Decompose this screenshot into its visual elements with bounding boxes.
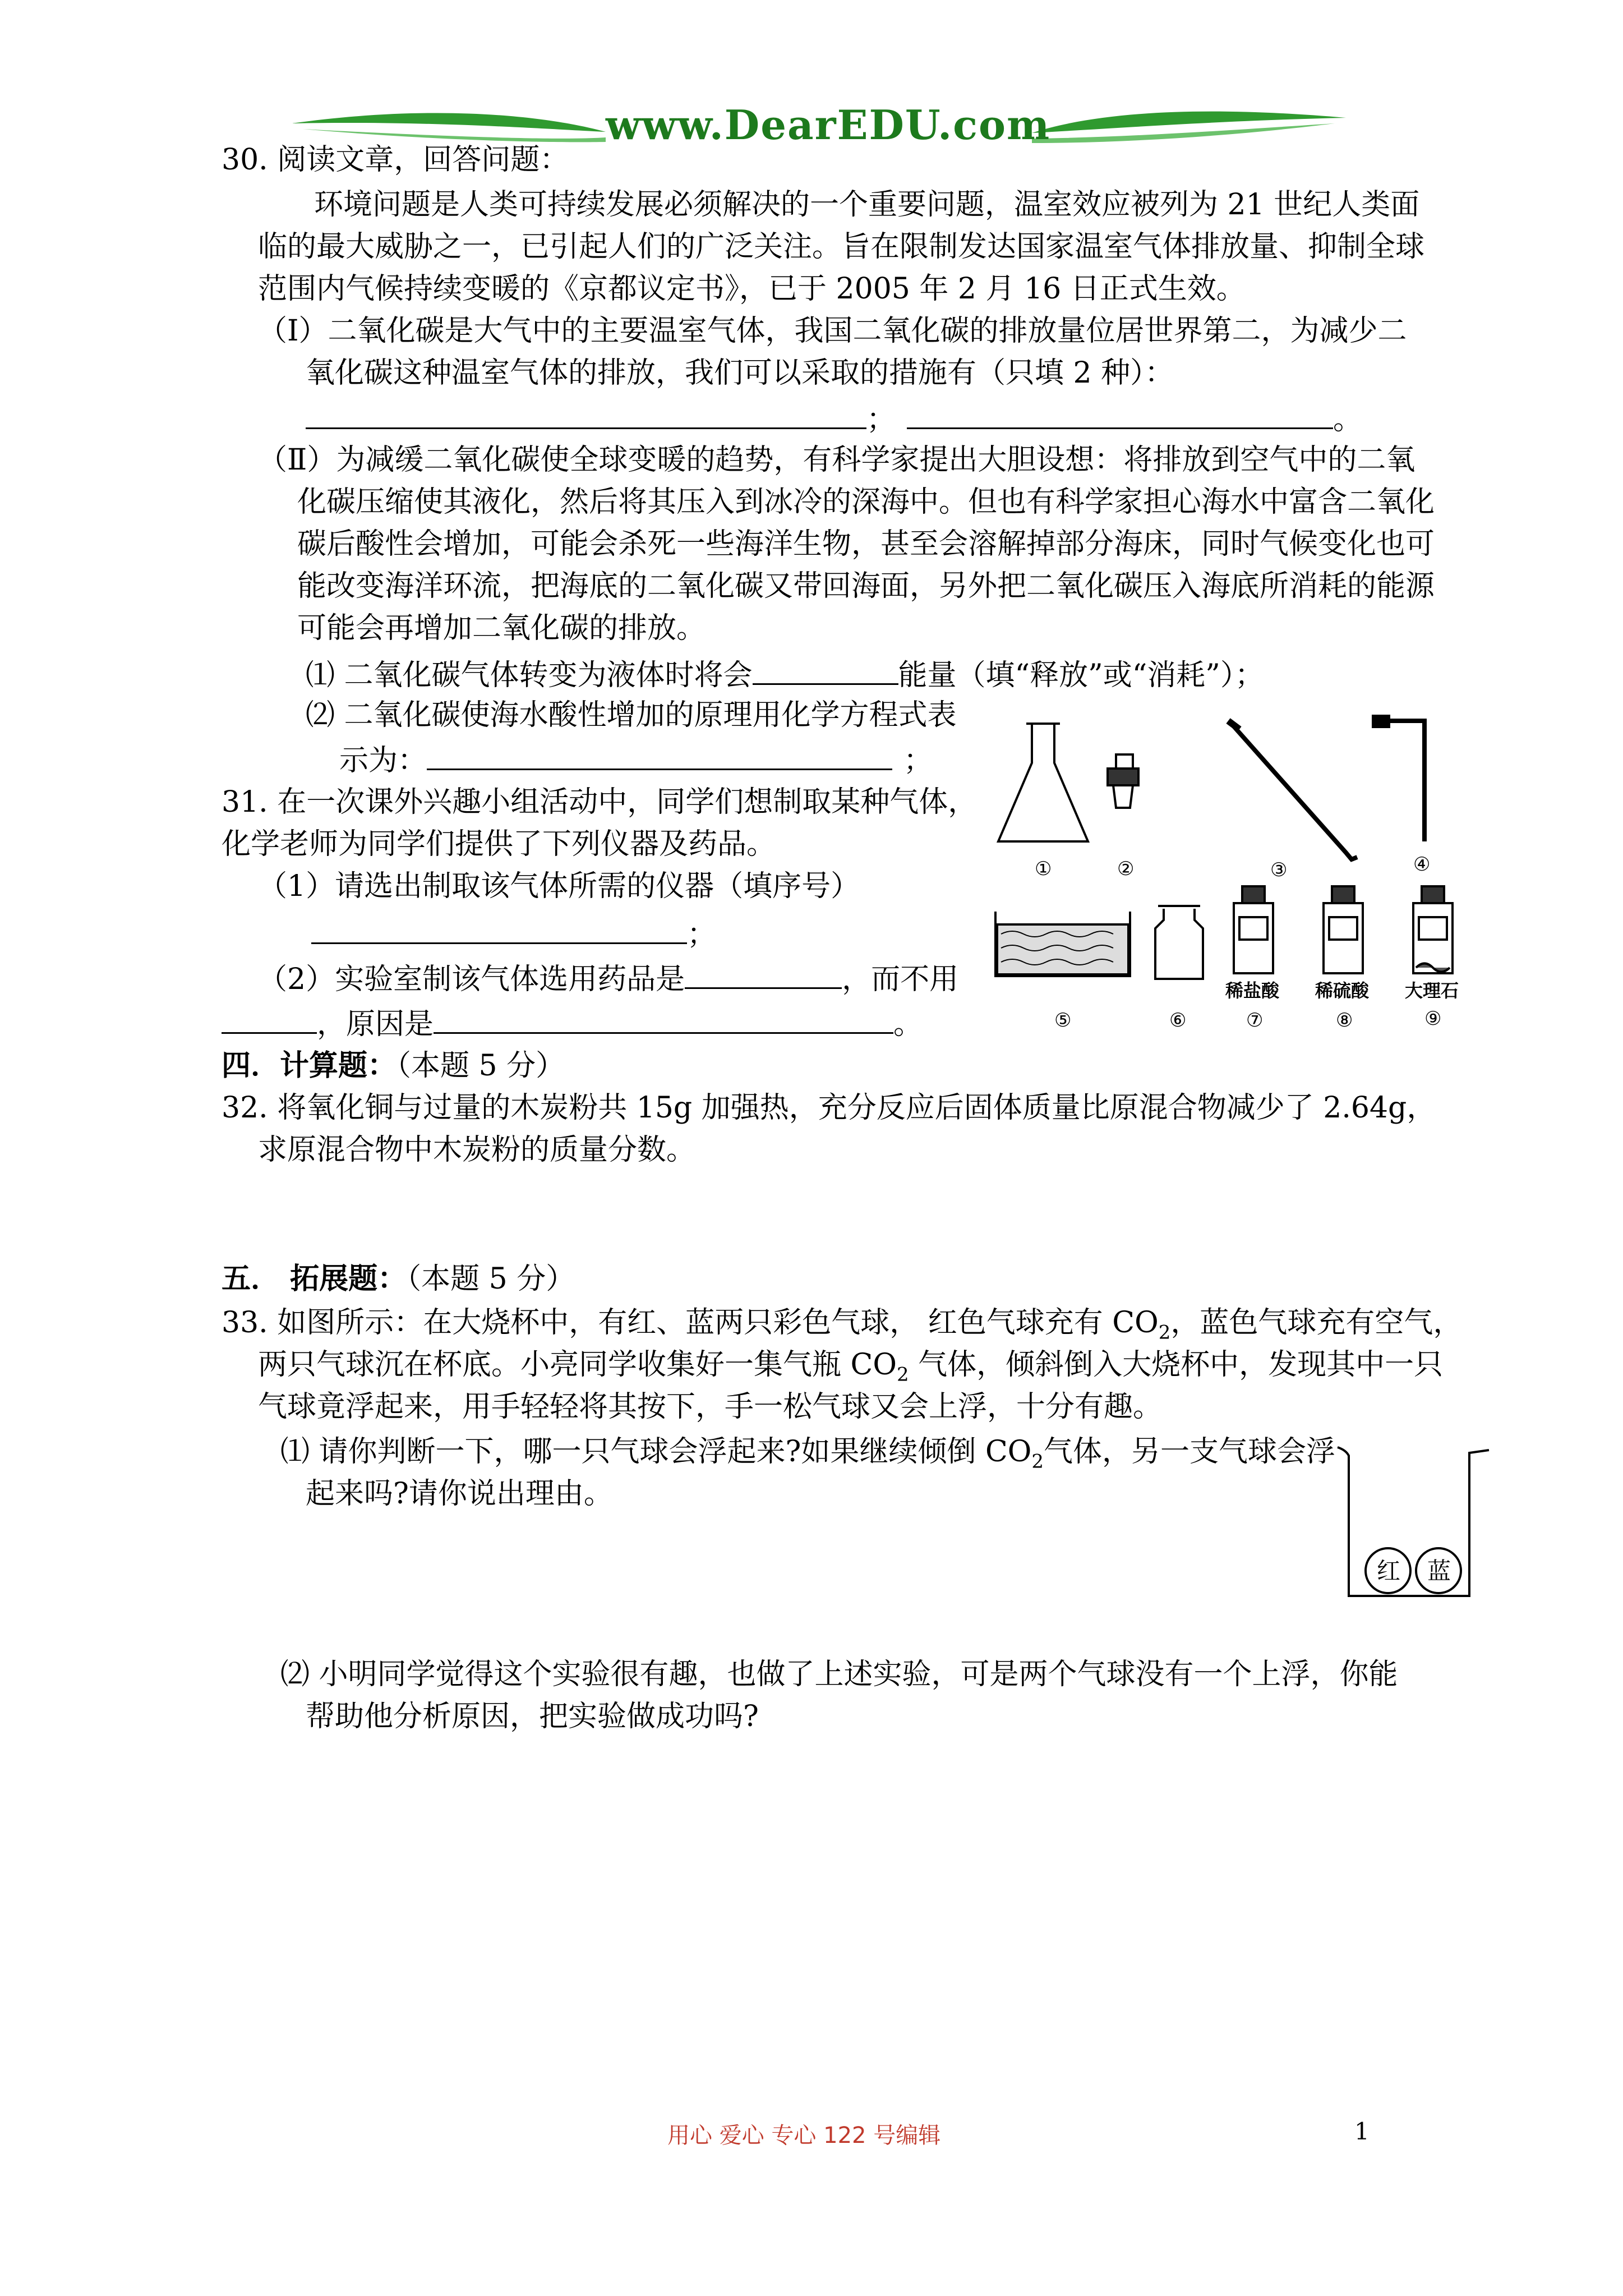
q33-line: 气球竟浮起来，用手轻轻将其按下，手一松气球又会上浮，十分有趣。 [258, 1390, 1163, 1424]
apparatus-number: ⑤ [1054, 1009, 1072, 1032]
q30-part1-line: 氧化碳这种温室气体的排放，我们可以采取的措施有（只填 2 种）： [306, 356, 1174, 390]
apparatus-number: ① [1035, 858, 1052, 880]
q32-line: 求原混合物中木炭粉的质量分数。 [258, 1133, 696, 1167]
q31-sub1: （1）请选出制取该气体所需的仪器（填序号） [258, 869, 860, 903]
apparatus-number: ④ [1413, 853, 1431, 876]
stopper-tube-icon [1108, 754, 1138, 808]
q31-line: 31. 在一次课外兴趣小组活动中，同学们想制取某种气体， [222, 785, 978, 819]
reagent-bottle-icon [1324, 886, 1363, 973]
q30-part2-line: （Ⅱ）为减缓二氧化碳使全球变暖的趋势，有科学家提出大胆设想：将排放到空气中的二氧 [258, 443, 1415, 477]
q30-part2-line: 碳后酸性会增加，可能会杀死一些海洋生物，甚至会溶解掉部分海床，同时气候变化也可 [297, 527, 1435, 561]
answer-blank[interactable] [306, 399, 866, 429]
reagent-label: 稀硫酸 [1315, 980, 1370, 1001]
q30-sub2-answer-row: 示为： ； [339, 740, 933, 777]
answer-blank[interactable] [685, 959, 842, 989]
apparatus-number: ⑧ [1336, 1009, 1353, 1032]
q30-sub1: ⑴ 二氧化碳气体转变为液体时将会 能量（填“释放”或“消耗”）； [306, 655, 1264, 692]
beaker-balloons-figure [1335, 1436, 1497, 1604]
apparatus-number: ⑨ [1424, 1007, 1442, 1030]
apparatus-number: ③ [1270, 859, 1288, 881]
gas-jar-icon [1155, 906, 1203, 979]
q32-line: 32. 将氧化铜与过量的木炭粉共 15g 加强热，充分反应后固体质量比原混合物减少了 2.64g， [222, 1091, 1436, 1125]
section5-heading: 五． 拓展题：（本题 5 分） [222, 1262, 575, 1296]
q33-line: 两只气球沉在杯底。小亮同学收集好一集气瓶 $CO_2$ 气体，倾斜倒入大烧杯中，发现其中一只 [258, 1348, 1444, 1386]
q30-title: 30. 阅读文章，回答问题： [222, 143, 569, 177]
apparatus-figure [987, 712, 1492, 1049]
q30-para-line: 临的最大威胁之一，已引起人们的广泛关注。旨在限制发达国家温室气体排放量、抑制全球 [258, 230, 1425, 264]
apparatus-number: ② [1117, 858, 1135, 880]
answer-blank[interactable] [427, 740, 892, 770]
q33-sub2-line: ⑵ 小明同学觉得这个实验很有趣，也做了上述实验，可是两个气球没有一个上浮，你能 [280, 1658, 1398, 1691]
q30-para-line: 环境问题是人类可持续发展必须解决的一个重要问题，温室效应被列为 21 世纪人类面 [314, 188, 1420, 222]
answer-blank[interactable] [434, 1004, 893, 1034]
answer-blank[interactable] [753, 655, 898, 685]
q33-sub1: ⑴ 请你判断一下，哪一只气球会浮起来?如果继续倾倒 $CO_2$气体，另一支气球会浮 [280, 1435, 1336, 1473]
q33-line: 33. 如图所示：在大烧杯中，有红、蓝两只彩色气球， 红色气球充有 $CO_2$，蓝色气球充有空气， [222, 1306, 1463, 1344]
reagent-bottle-icon [1234, 886, 1273, 973]
q30-sub2-line: ⑵ 二氧化碳使海水酸性增加的原理用化学方程式表 [306, 698, 957, 732]
apparatus-number: ⑥ [1169, 1009, 1187, 1032]
bent-glass-tube-icon [1228, 721, 1357, 859]
q33-sub2-line: 帮助他分析原因，把实验做成功吗? [306, 1700, 759, 1733]
q30-para-line: 范围内气候持续变暖的《京都议定书》，已于 2005 年 2 月 16 日正式生效。 [258, 272, 1246, 306]
red-balloon-label: 红 [1377, 1557, 1401, 1585]
q30-part1-answer-row [306, 399, 1362, 436]
water-trough-icon [995, 912, 1130, 976]
footer-editor-note: 用心 爱心 专心 122 号编辑 [667, 2123, 941, 2148]
answer-blank[interactable] [222, 1004, 317, 1034]
q31-sub2-reason-row: ，原因是 。 [222, 1004, 923, 1041]
reagent-label: 大理石 [1405, 980, 1459, 1001]
l-shaped-tube-icon [1374, 717, 1424, 841]
section4-heading: 四．计算题：（本题 5 分） [222, 1048, 565, 1083]
q30-part2-line: 能改变海洋环流，把海底的二氧化碳又带回海面，另外把二氧化碳压入海底所消耗的能源 [297, 569, 1435, 603]
header-site-name: www.DearEDU.com [606, 101, 1051, 149]
q31-sub1-answer-row: ； [311, 914, 716, 951]
q33-sub1-line: 起来吗?请你说出理由。 [306, 1477, 613, 1511]
period: 。 [1333, 403, 1363, 436]
answer-blank[interactable] [311, 914, 687, 944]
q30-part1-line: （Ⅰ）二氧化碳是大气中的主要温室气体，我国二氧化碳的排放量位居世界第二，为减少二 [258, 314, 1407, 348]
q31-sub2: （2）实验室制该气体选用药品是 ，而不用 [258, 959, 958, 996]
page-number: 1 [1354, 2118, 1370, 2145]
separator: ； [866, 403, 896, 436]
apparatus-number: ⑦ [1246, 1009, 1264, 1032]
blue-balloon-label: 蓝 [1427, 1557, 1451, 1585]
reagent-label: 稀盐酸 [1225, 980, 1280, 1001]
reagent-bottle-icon [1413, 886, 1453, 973]
conical-flask-icon [998, 724, 1088, 841]
beaker-icon [1338, 1447, 1489, 1596]
q31-line: 化学老师为同学们提供了下列仪器及药品。 [222, 827, 776, 861]
answer-blank[interactable] [907, 399, 1333, 429]
q30-part2-line: 化碳压缩使其液化，然后将其压入到冰冷的深海中。但也有科学家担心海水中富含二氧化 [297, 485, 1435, 519]
q30-part2-line: 可能会再增加二氧化碳的排放。 [297, 611, 706, 645]
